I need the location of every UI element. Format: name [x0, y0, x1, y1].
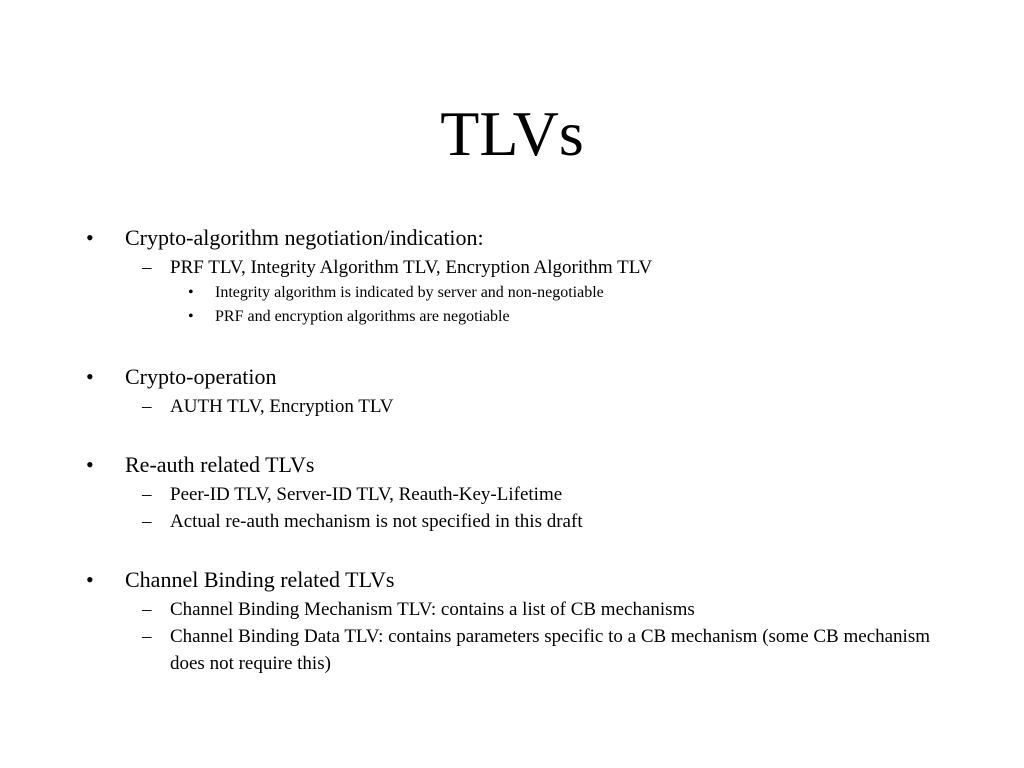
- subbullet-text: PRF TLV, Integrity Algorithm TLV, Encryption Algorithm TLV: [170, 257, 653, 278]
- subbullet-text: Actual re-auth mechanism is not specified in this draft: [170, 511, 583, 532]
- subbullet-text: Channel Binding Mechanism TLV: contains a list of CB mechanisms: [170, 599, 695, 620]
- dash-icon: –: [142, 511, 152, 532]
- subbullet-actual-reauth: [86, 508, 986, 535]
- bullet-icon: •: [188, 308, 194, 325]
- bullet-crypto-algorithm: [86, 222, 986, 254]
- subsubbullet-text: Integrity algorithm is indicated by server and non-negotiable: [215, 284, 604, 301]
- bullet-text: Crypto-operation: [125, 364, 277, 389]
- subbullet-prf-tlv: [86, 254, 986, 281]
- bullet-icon: •: [188, 284, 194, 301]
- dash-icon: –: [142, 484, 152, 505]
- slide-body: [86, 222, 986, 677]
- subsubbullet-integrity: [86, 281, 986, 305]
- bullet-icon: •: [86, 567, 94, 592]
- bullet-icon: •: [86, 364, 94, 389]
- slide-title: TLVs: [440, 98, 584, 169]
- subbullet-text: AUTH TLV, Encryption TLV: [170, 396, 394, 417]
- subsubbullet-text: PRF and encryption algorithms are negotiable: [215, 308, 510, 325]
- dash-icon: –: [142, 626, 152, 647]
- dash-icon: –: [142, 396, 152, 417]
- subbullet-text: Channel Binding Data TLV: contains parameters specific to a CB mechanism (some CB mechanism does not require this): [170, 626, 931, 674]
- bullet-icon: •: [86, 225, 94, 250]
- bullet-text: Re-auth related TLVs: [125, 452, 315, 477]
- subbullet-peer-id: [86, 481, 986, 508]
- bullet-crypto-operation: [86, 361, 986, 393]
- subbullet-cb-data: [86, 623, 930, 677]
- subbullet-cb-mechanism: [86, 596, 986, 623]
- subbullet-text: Peer-ID TLV, Server-ID TLV, Reauth-Key-Lifetime: [170, 484, 563, 505]
- bullet-text: Channel Binding related TLVs: [125, 567, 395, 592]
- bullet-reauth: [86, 449, 986, 481]
- subsubbullet-prf-negotiable: [86, 305, 986, 329]
- bullet-text: Crypto-algorithm negotiation/indication:: [125, 225, 484, 250]
- subbullet-auth-tlv: [86, 393, 986, 420]
- dash-icon: –: [142, 257, 152, 278]
- bullet-channel-binding: [86, 564, 986, 596]
- dash-icon: –: [142, 599, 152, 620]
- bullet-icon: •: [86, 452, 94, 477]
